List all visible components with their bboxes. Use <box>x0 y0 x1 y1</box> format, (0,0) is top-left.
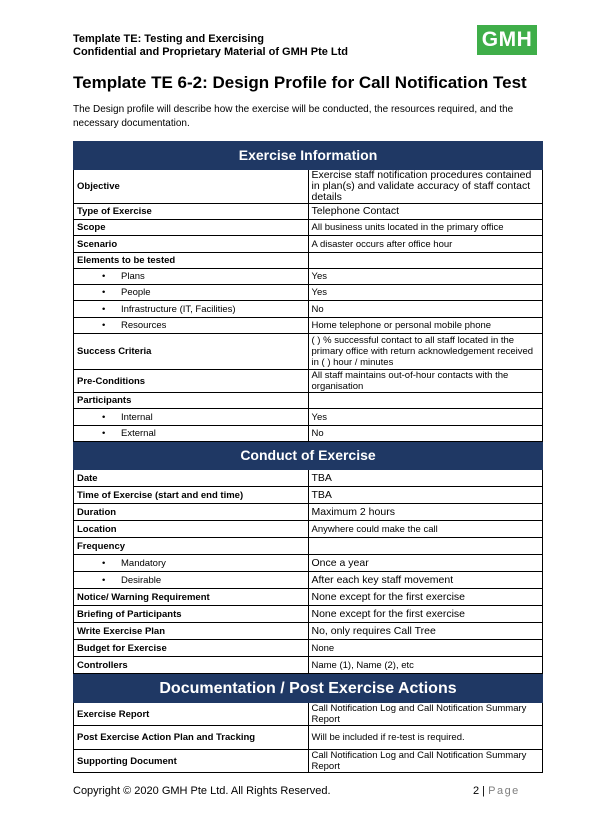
section-documentation: Documentation / Post Exercise Actions <box>74 674 543 703</box>
table-row <box>74 318 543 334</box>
row-label: Time of Exercise (start and end time) <box>74 487 309 504</box>
table-row <box>74 521 543 538</box>
table-row <box>74 170 543 204</box>
table-row <box>74 657 543 674</box>
row-label: Pre-Conditions <box>74 370 309 393</box>
row-label: Write Exercise Plan <box>74 623 309 640</box>
row-value: Name (1), Name (2), etc <box>308 657 543 674</box>
row-value: Call Notification Log and Call Notification Summary Report <box>308 750 543 773</box>
row-label: • External <box>74 426 309 442</box>
footer-copyright: Copyright © 2020 GMH Pte Ltd. All Rights Reserved. <box>73 785 331 797</box>
design-profile-table <box>73 141 543 773</box>
row-label: Scope <box>74 220 309 236</box>
row-value: Yes <box>308 409 543 426</box>
row-label: Notice/ Warning Requirement <box>74 589 309 606</box>
row-value: None except for the first exercise <box>308 606 543 623</box>
row-label: • Resources <box>74 318 309 334</box>
row-label: Participants <box>74 393 309 409</box>
row-label: Post Exercise Action Plan and Tracking <box>74 726 309 750</box>
table-row <box>74 606 543 623</box>
row-value: Once a year <box>308 555 543 572</box>
row-value: No, only requires Call Tree <box>308 623 543 640</box>
row-value: After each key staff movement <box>308 572 543 589</box>
row-label: Date <box>74 470 309 487</box>
row-label: Briefing of Participants <box>74 606 309 623</box>
page-separator: | <box>479 785 489 797</box>
row-value: A disaster occurs after office hour <box>308 236 543 253</box>
row-label: Frequency <box>74 538 309 555</box>
table-row <box>74 220 543 236</box>
header-line-1: Template TE: Testing and Exercising <box>73 33 264 45</box>
table-row <box>74 555 543 572</box>
table-row <box>74 301 543 318</box>
row-value: All staff maintains out-of-hour contacts with the organisation <box>308 370 543 393</box>
row-label: • People <box>74 285 309 301</box>
row-label: Exercise Report <box>74 703 309 726</box>
row-label: Location <box>74 521 309 538</box>
intro-paragraph: The Design profile will describe how the exercise will be conducted, the resources required, and the necessary documentation. <box>73 104 514 129</box>
row-label: Success Criteria <box>74 334 309 370</box>
table-row <box>74 409 543 426</box>
table-row <box>74 236 543 253</box>
table-row <box>74 487 543 504</box>
row-value: Yes <box>308 285 543 301</box>
table-row <box>74 426 543 442</box>
table-row <box>74 623 543 640</box>
row-value: Anywhere could make the call <box>308 521 543 538</box>
row-value <box>308 253 543 269</box>
table-row <box>74 640 543 657</box>
row-value: Call Notification Log and Call Notification Summary Report <box>308 703 543 726</box>
row-label: • Desirable <box>74 572 309 589</box>
gmh-logo: GMH <box>477 25 537 55</box>
row-label: Controllers <box>74 657 309 674</box>
table-row <box>74 204 543 220</box>
row-value: All business units located in the primary office <box>308 220 543 236</box>
header-line-2: Confidential and Proprietary Material of GMH Pte Ltd <box>73 46 349 58</box>
row-label: Supporting Document <box>74 750 309 773</box>
row-label: Scenario <box>74 236 309 253</box>
row-value: TBA <box>308 470 543 487</box>
row-value: Will be included if re-test is required. <box>308 726 543 750</box>
footer-page-number <box>473 785 520 797</box>
page-title: Template TE 6-2: Design Profile for Call Notification Test <box>73 73 527 92</box>
table-row <box>74 370 543 393</box>
row-value <box>308 538 543 555</box>
row-value: No <box>308 426 543 442</box>
table-row <box>74 269 543 285</box>
table-row <box>74 703 543 726</box>
row-value <box>308 393 543 409</box>
table-row <box>74 393 543 409</box>
document-header <box>73 33 348 59</box>
row-label: • Internal <box>74 409 309 426</box>
table-row <box>74 589 543 606</box>
table-row <box>74 726 543 750</box>
row-label: Duration <box>74 504 309 521</box>
table-row <box>74 285 543 301</box>
table-row <box>74 470 543 487</box>
page-word: Page <box>488 785 520 797</box>
row-label: Budget for Exercise <box>74 640 309 657</box>
table-row <box>74 253 543 269</box>
table-row <box>74 572 543 589</box>
row-value: TBA <box>308 487 543 504</box>
row-value: Telephone Contact <box>308 204 543 220</box>
row-value: None <box>308 640 543 657</box>
row-label: Objective <box>74 170 309 204</box>
row-value: Home telephone or personal mobile phone <box>308 318 543 334</box>
section-exercise-information: Exercise Information <box>74 142 543 170</box>
row-label: • Plans <box>74 269 309 285</box>
row-value: Maximum 2 hours <box>308 504 543 521</box>
row-value: Yes <box>308 269 543 285</box>
table-row <box>74 750 543 773</box>
page-number: 2 <box>473 785 480 797</box>
row-value: Exercise staff notification procedures contained in plan(s) and validate accuracy of staff contact details <box>308 170 543 204</box>
row-value: No <box>308 301 543 318</box>
table-row <box>74 504 543 521</box>
row-label: • Mandatory <box>74 555 309 572</box>
table-row <box>74 538 543 555</box>
table-row <box>74 334 543 370</box>
row-label: • Infrastructure (IT, Facilities) <box>74 301 309 318</box>
section-conduct-of-exercise: Conduct of Exercise <box>74 442 543 470</box>
row-label: Elements to be tested <box>74 253 309 269</box>
row-value: None except for the first exercise <box>308 589 543 606</box>
row-label: Type of Exercise <box>74 204 309 220</box>
row-value: ( ) % successful contact to all staff located in the primary office with return acknowledgement received in ( ) hour / minutes <box>308 334 543 370</box>
